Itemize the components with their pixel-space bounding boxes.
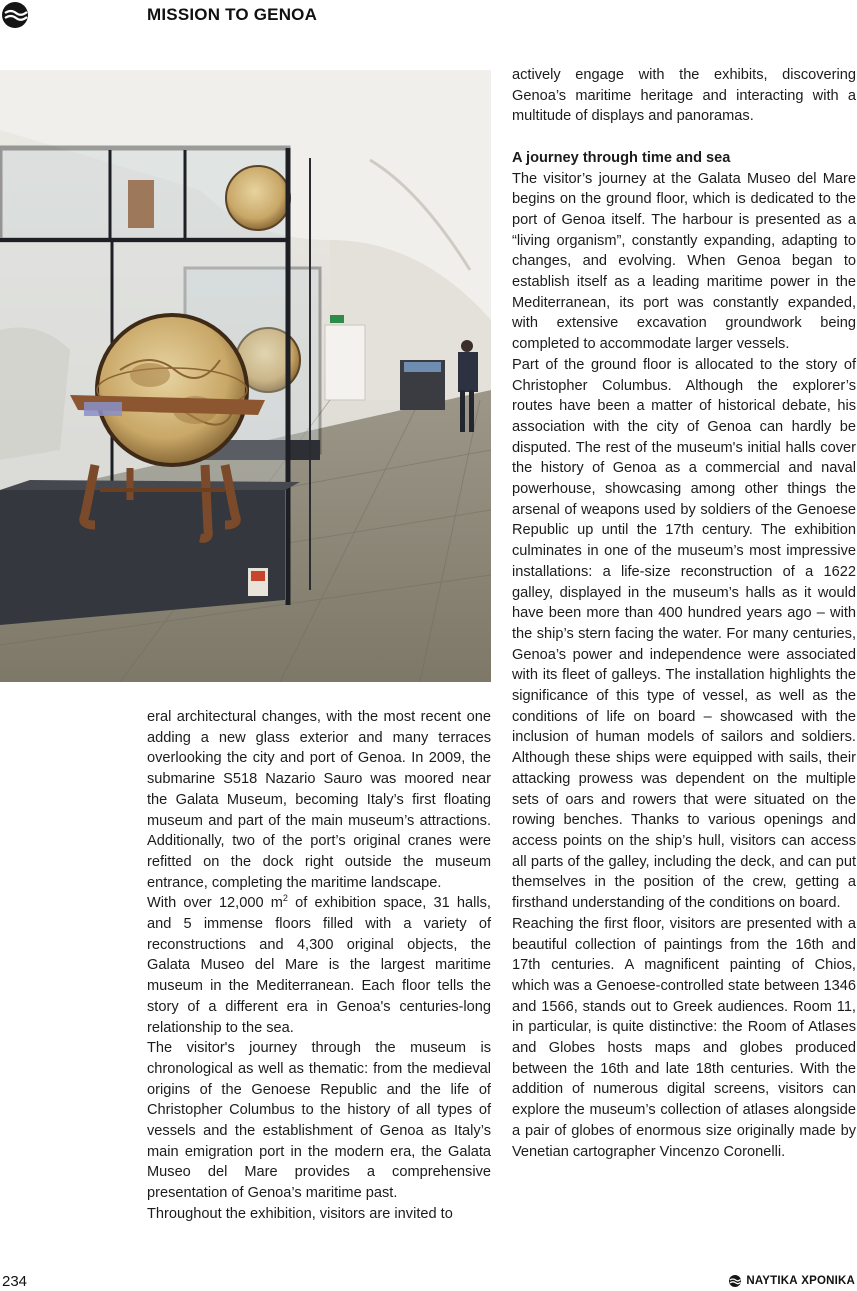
paragraph: Part of the ground floor is allocated to the story of Christopher Columbus. Although the explorer’s routes have been a matter of historical debate, his association with the city of Genoa can hardly be disputed. The rest of the museum's initial halls cover the history of Genoa as a commercial and naval powerhouse, showcasing among other things the arsenal of weapons used by soldiers of the Genoese Republic up until the 17th century. The exhibition culminates in one of the museum’s most impressive installations: a life-size reconstruction of a 1622 galley, displayed in the museum’s halls as it would have been more than 400 hundred years ago – with the ship’s stern facing the water. For many centuries, Genoa’s power and independence were associated with its fleet of galleys. The installation highlights the significance of this type of vessel, as well as the conditions of life on board – showcased with the inclusion of human models of sailors and soldiers. Although these ships were equipped with sails, their attacking prowess was dependent on the multiple sets of oars and rowers that were situated on the rowing benches. Thanks to various openings and access points on the ship’s hull, visitors can access all parts of the galley, including the deck, and can put themselves in the position of the crew, getting a firsthand understanding of the conditions on board. [512, 356, 856, 912]
footer-brand [729, 1275, 855, 1287]
article-column-left [147, 707, 491, 1225]
paragraph: eral architectural changes, with the most recent one adding a new glass exterior and many terraces overlooking the city and port of Genoa. In 2009, the submarine S518 Nazario Sauro was moored near the Galata Museum, becoming Italy’s first floating museum and part of the main museum’s attractions. Additionally, two of the port’s original cranes were refitted on the dock right outside the museum entrance, completing the maritime landscape. [147, 709, 491, 891]
paragraph: actively engage with the exhibits, discovering Genoa’s maritime heritage and interacting with a multitude of displays and panoramas. [512, 67, 856, 125]
article-column-right [512, 65, 856, 1162]
wave-logo-icon [729, 1275, 741, 1287]
paragraph: Throughout the exhibition, visitors are invited to [147, 1205, 453, 1222]
page-number: 234 [2, 1273, 28, 1290]
section-subheading: A journey through time and sea [512, 149, 731, 166]
wave-logo-icon [2, 2, 28, 28]
brand-name: ΝΑΥΤΙΚΑ ΧΡΟΝΙΚΑ [746, 1275, 855, 1287]
paragraph: With over 12,000 $m^2$ of exhibition space, 31 halls, and 5 immense floors filled with a variety of reconstructions and 4,300 original objects, the Galata Museo del Mare is the largest maritime museum in the Mediterranean. Each floor tells the story of a different era in Genoa's centuries-long relationship to the sea. [147, 893, 491, 1036]
paragraph: The visitor's journey through the museum is chronological as well as thematic: from the medieval origins of the Genoese Republic and the life of Christopher Columbus to the history of all types of vessels and the establishment of Genoa as Italy’s main emigration port in the modern era, the Galata Museo del Mare provides a comprehensive presentation of Genoa’s maritime past. [147, 1040, 491, 1202]
page-header-title: MISSION TO GENOA [147, 5, 318, 24]
museum-photo [0, 70, 491, 682]
paragraph: Reaching the first floor, visitors are presented with a beautiful collection of paintings from the 16th and 17th centuries. A magnificent painting of Chios, which was a Genoese-controlled state between 1346 and 1566, stands out to Greek audiences. Room 11, in particular, is quite distinctive: the Room of Atlases and Globes hosts maps and globes produced between the 16th and late 18th centuries. With the addition of numerous digital screens, visitors can explore the museum’s collection of atlases alongside a pair of globes of enormous size originally made by Venetian cartographer Vincenzo Coronelli. [512, 915, 856, 1160]
paragraph: The visitor’s journey at the Galata Museo del Mare begins on the ground floor, which is dedicated to the port of Genoa itself. The harbour is presented as a “living organism”, constantly expanding, adapting to changes, and evolving. When Genoa began to establish itself as a leading maritime power in the Mediterranean, its port was constantly expanded, with extensive excavation groundwork being completed to accommodate larger vessels. [512, 170, 856, 353]
